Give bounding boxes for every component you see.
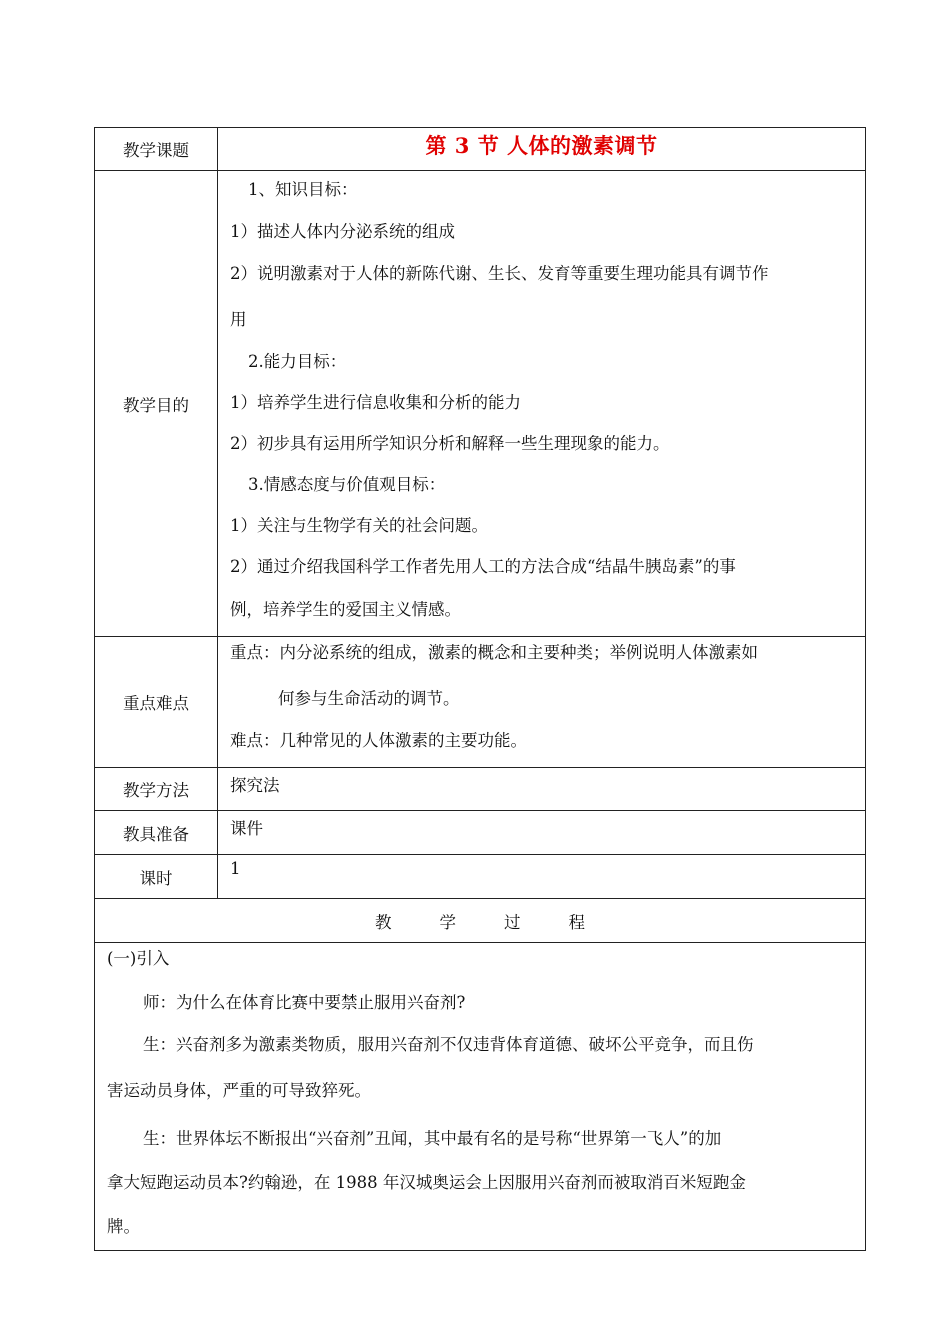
process-char: 教 [375, 912, 392, 932]
tools-label: 教具准备 [95, 811, 218, 855]
key-points-label: 重点难点 [95, 637, 218, 768]
key-points-row [95, 637, 866, 768]
intro-line: 生：兴奋剂多为激素类物质，服用兴奋剂不仅违背体育道德、破坏公平竞争，而且伤 [143, 1035, 754, 1054]
process-row [95, 899, 866, 943]
intro-line: (一)引入 [107, 949, 170, 968]
key-point-line: 难点：几种常见的人体激素的主要功能。 [230, 731, 527, 750]
objective-line: 3.情感态度与价值观目标： [248, 475, 446, 494]
lesson-title: 第 3 节 人体的激素调节 [425, 133, 658, 158]
intro-line: 害运动员身体，严重的可导致猝死。 [107, 1081, 371, 1100]
objectives-row [95, 171, 866, 637]
objective-line: 1）关注与生物学有关的社会问题。 [230, 516, 488, 535]
key-points-cell [218, 637, 866, 768]
method-label: 教学方法 [95, 768, 218, 811]
tools-value: 课件 [218, 811, 866, 855]
hours-label: 课时 [95, 855, 218, 899]
method-row [95, 768, 866, 811]
intro-line: 师：为什么在体育比赛中要禁止服用兴奋剂? [143, 993, 466, 1012]
objectives-label: 教学目的 [95, 171, 218, 637]
process-heading [95, 899, 866, 943]
objective-line: 用 [230, 310, 247, 329]
method-value: 探究法 [218, 768, 866, 811]
hours-row [95, 855, 866, 899]
topic-label: 教学课题 [95, 128, 218, 171]
objective-line: 1、知识目标： [248, 180, 358, 199]
intro-cell [95, 943, 866, 1251]
intro-line: 生：世界体坛不断报出“兴奋剂”丑闻，其中最有名的是号称“世界第一飞人”的加 [143, 1129, 722, 1148]
intro-line: 牌。 [107, 1217, 140, 1236]
tools-row [95, 811, 866, 855]
intro-line: 拿大短跑运动员本?约翰逊，在 1988 年汉城奥运会上因服用兴奋剂而被取消百米短跑金 [107, 1173, 746, 1192]
lesson-plan-table [94, 127, 866, 1251]
objectives-cell [218, 171, 866, 637]
process-char: 程 [568, 912, 585, 932]
key-point-line: 重点：内分泌系统的组成，激素的概念和主要种类；举例说明人体激素如 [230, 643, 758, 662]
objective-line: 例，培养学生的爱国主义情感。 [230, 600, 461, 619]
process-char: 学 [439, 912, 456, 932]
objective-line: 1）描述人体内分泌系统的组成 [230, 222, 455, 241]
hours-value: 1 [218, 855, 866, 899]
objective-line: 2）初步具有运用所学知识分析和解释一些生理现象的能力。 [230, 434, 670, 453]
intro-row [95, 943, 866, 1251]
objective-line: 1）培养学生进行信息收集和分析的能力 [230, 393, 521, 412]
process-char: 过 [504, 912, 521, 932]
topic-row [95, 128, 866, 171]
key-point-line: 何参与生命活动的调节。 [278, 689, 460, 708]
objective-line: 2）说明激素对于人体的新陈代谢、生长、发育等重要生理功能具有调节作 [230, 264, 769, 283]
topic-cell [218, 128, 866, 171]
objective-line: 2.能力目标： [248, 352, 347, 371]
objective-line: 2）通过介绍我国科学工作者先用人工的方法合成“结晶牛胰岛素”的事 [230, 557, 736, 576]
